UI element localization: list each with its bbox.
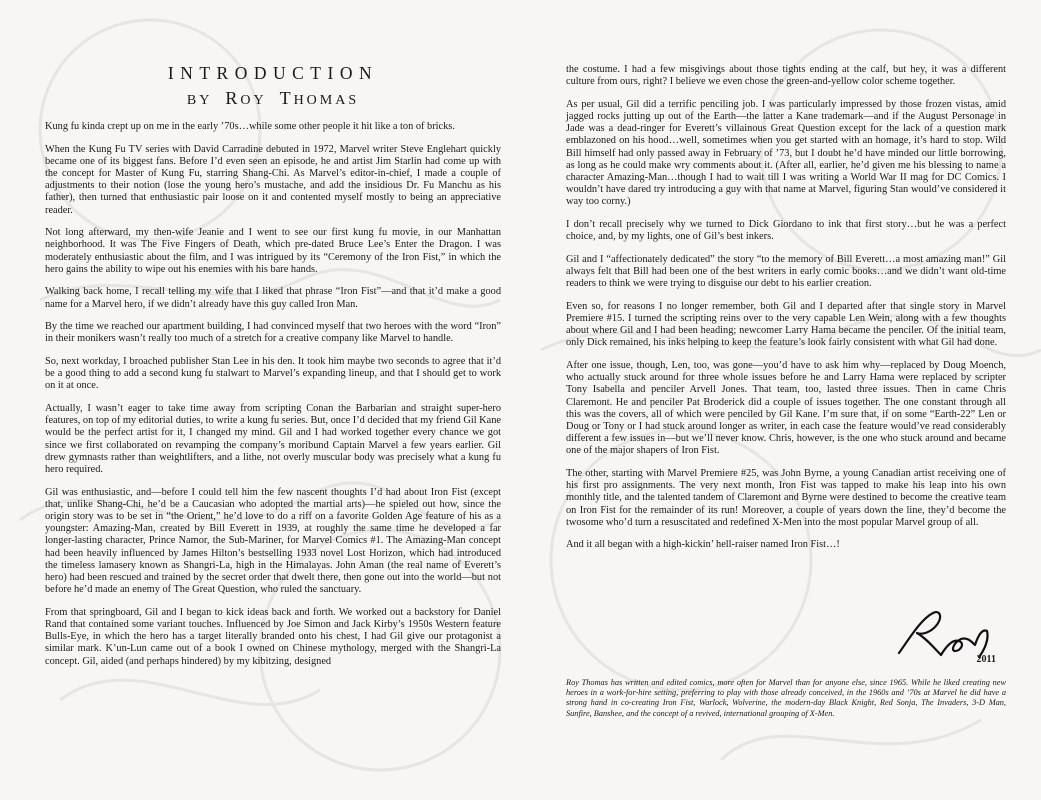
byline-by: BY (186, 93, 213, 108)
paragraph: Gil was enthusiastic, and—before I could tell him the few nascent thoughts I’d had about Iron Fist (except that, unlike Shang-Chi, he’d be a Caucasian who adopted the martial arts)—he spieled out how, since the origin story was to be set in “the Orient,” he’d love to do a riff on a favorite Golden Age feature of his as a youngster: Amazing-Man, created by Bill Everett in 1939, at roughly the same time he developed a far longer-lasting character, Prince Namor, the Sub-Mariner, for Marvel Comics #1. The Amazing-Man concept had been heavily influenced by James Hilton’s bestselling 1933 novel Lost Horizon, which had introduced the timeless lamasery known as Shangri-La, high in the Himalayas. John Aman (the real name of Everett’s hero) had been rescued and trained by the secret order that dwelt there, then gone out into the world—but not before he’d made an enemy of The Great Question, who ruled the sanctuary. (45, 486, 501, 596)
left-body-text (45, 121, 501, 678)
paragraph: And it all began with a high-kickin’ hell-raiser named Iron Fist…! (566, 539, 840, 551)
paragraph: After one issue, though, Len, too, was gone—you’d have to ask him why—replaced by Doug Moench, who actually stuck around for three whole issues before he and Larry Hama were replaced by scripter Tony Isabella and penciler Arvell Jones. That team, too, lasted three issues. Then in came Chris Claremont. He and penciler Pat Broderick did a couple of issues together. The one constant through all this was the covers, all of which were penciled by Gil Kane. I’m sure that, if on some “Earth-22” Len or Doug or Tony or I had stuck around longer as writer, in each case the feature would’ve read considerably different a few issues in—but we’ll never know. Chris, however, is the one who stuck around and became one of the major shapers of Iron Fist. (566, 360, 1006, 457)
title-text: INTRODUCTION (167, 63, 379, 83)
paragraph: I don’t recall precisely why we turned to Dick Giordano to ink that first story…but he was a perfect choice, and, by my lights, one of Gil’s best inkers. (566, 219, 1006, 243)
paragraph: Gil and I “affectionately dedicated” the story “to the memory of Bill Everett…a most amazing man!” Gil always felt that Bill had been one of the best writers in early comic books…and we didn’t want old-time readers to think we were trying to disguise our debt to his earlier creation. (566, 253, 1006, 290)
author-first-rest: OY (240, 93, 267, 108)
paragraph: When the Kung Fu TV series with David Carradine debuted in 1972, Marvel writer Steve Englehart quickly became one of its biggest fans. Before I’d even seen an episode, he and artist Jim Starlin had come up with the concept for Master of Kung Fu, starring Shang-Chi. As Marvel’s editor-in-chief, I made a couple of adjustments to their notion (lose the young hero’s mustache, and add the insidious Dr. Fu Manchu as his father), then turned that enthusiastic pair loose on it and contented myself mostly to being an appreciative reader. (45, 143, 501, 216)
byline (45, 88, 501, 109)
paragraph: From that springboard, Gil and I began to kick ideas back and forth. We worked out a backstory for Daniel Rand that contained some variant touches. Influenced by Joe Simon and Jack Kirby’s 1950s Western feature Bulls-Eye, in which the hero has a target literally branded onto his chest, I had Gil give our protagonist a similar mark. K’un-Lun came out of a book I owned on Chinese mythology, merged with the Shangri-La concept. Gil, aided (and perhaps hindered) by my kibitzing, designed (45, 606, 501, 667)
author-last-rest: HOMAS (293, 93, 360, 108)
author-last-initial: T (279, 88, 294, 108)
page-title (45, 63, 501, 84)
paragraph: By the time we reached our apartment building, I had convinced myself that two heroes with the word “Iron” in their monikers wasn’t really too much of a stretch for a creative company like Marvel to handle. (45, 321, 501, 345)
signature (891, 609, 1001, 659)
signature-block (566, 609, 1006, 671)
paragraph: The other, starting with Marvel Premiere #25, was John Byrne, a young Canadian artist receiving one of his first pro assignments. The very next month, Iron Fist was tapped to make his leap into his own monthly title, and the talented tandem of Claremont and Byrne were destined to become the creative team on Iron Fist for the remainder of its run! Moreover, a couple of years down the line, they’d become the twosome who’d turn a resuscitated and redefined X-Men into the most popular Marvel group of all. (566, 468, 1006, 528)
paragraph: Actually, I wasn’t eager to take time away from scripting Conan the Barbarian and straight super-hero features, on top of my editorial duties, to write a kung fu series. But, once I’d decided that my friend Gil Kane would be the perfect artist for it, I changed my mind. Gil and I had worked together every chance we got since we first collaborated on revamping the company’s moribund Captain Marvel a few years earlier. Gil drew gymnasts rather than weightlifters, and a lithe, not overly muscular body was precisely what a kung fu hero required. (45, 403, 501, 476)
paragraph: Not long afterward, my then-wife Jeanie and I went to see our first kung fu movie, in our Manhattan neighborhood. It was The Five Fingers of Death, which pre-dated Bruce Lee’s Enter the Dragon. I was moderately enthusiastic about the film, and I was intrigued by its “Ceremony of the Iron Fist,” in which the hero gains the ability to wipe out his enemies with his bare hands. (45, 227, 501, 275)
author-first-initial: R (225, 88, 241, 108)
paragraph: Even so, for reasons I no longer remember, both Gil and I departed after that single story in Marvel Premiere #15. I turned the scripting reins over to the very capable Len Wein, along with a few thoughts about where Gil and I had been heading; newcomer Larry Hama became the penciler. Of the initial team, only Dick remained, his inks helping to keep the feature’s look fairly consistent with what Gil had done. (566, 300, 1006, 349)
paragraph: As per usual, Gil did a terrific penciling job. I was particularly impressed by those frozen vistas, amid jagged rocks jutting up out of the Earth—the latter a Kane trademark—and if the August Personage in Jade was a dead-ringer for Everett’s villainous Great Question except for the lack of a question mark emblazoned on his hood…well, sometimes when you get started with an homage, it’s hard to stop. Wild Bill himself had only passed away in February of ’73, but I doubt he’d have minded our little borrowing, as long as he could make wry comments about it. (After all, earlier, he’d given me his blessing to name a character Amazing-Man…though I had to wait till I was writing a World War II mag for DC Comics. I wouldn’t have dared try introducing a guy with that name at Marvel, figuring Stan would’ve considered it way too corny.) (566, 98, 1006, 208)
paragraph: Kung fu kinda crept up on me in the early ’70s…while some other people it hit like a ton of bricks. (45, 121, 455, 132)
right-body-text (566, 64, 1006, 562)
paragraph: So, next workday, I broached publisher Stan Lee in his den. It took him maybe two seconds to agree that it’d be a good thing to add a second kung fu stalwart to Marvel’s expanding lineup, and that I should get to work on it at once. (45, 356, 501, 392)
paragraph: Walking back home, I recall telling my wife that I liked that phrase “Iron Fist”—and that it’d make a good name for a Marvel hero, if we didn’t already have this guy called Iron Man. (45, 286, 501, 310)
signature-year: 2011 (976, 654, 996, 665)
author-bio: Roy Thomas has written and edited comics, more often for Marvel than for anyone else, since 1965. While he liked creating new heroes in a work-for-hire setting, preferring to play with those already conceived, in the 1960s and ’70s at Marvel he did have a strong hand in co-creating Iron Fist, Warlock, Wolverine, the modern-day Black Knight, Red Sonja, The Invaders, 3-D Man, Sunfire, Banshee, and the concept of a revived, international grouping of X-Men. (566, 678, 1006, 718)
paragraph: the costume. I had a few misgivings about those tights ending at the calf, but hey, it was a different culture from ours, right? I believe we even chose the green-and-yellow color scheme together. (566, 64, 1006, 88)
